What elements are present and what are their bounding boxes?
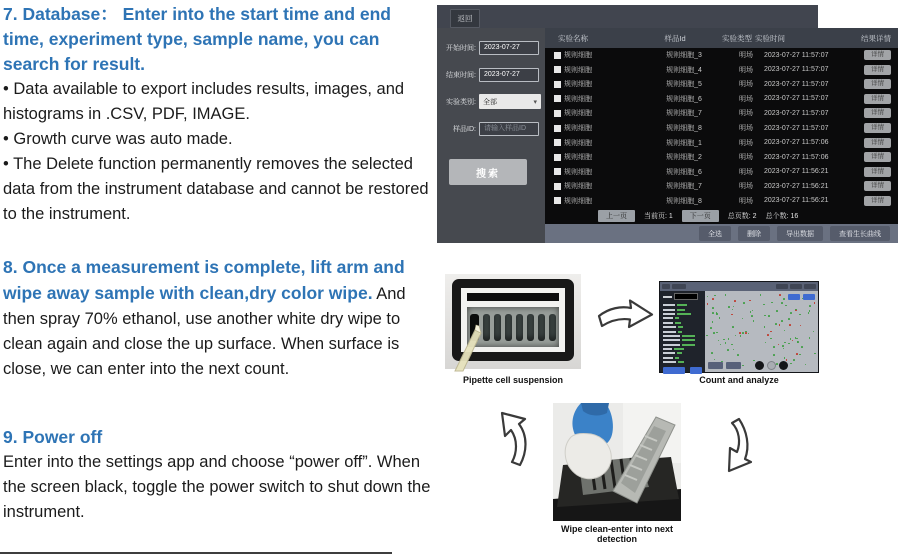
topbar-button[interactable]	[662, 284, 670, 289]
topbar-button[interactable]	[672, 284, 686, 289]
section-8-heading: 8. Once a measurement is complete, lift arm and wipe away sample with clean,dry color wipe.	[3, 257, 405, 303]
cell-result-detail	[864, 123, 898, 133]
cell-dot	[809, 310, 811, 312]
section-7-bullet-1: • Data available to export includes results, images, and histograms in .CSV, PDF, IMAGE.	[3, 80, 405, 123]
experiment-type-select[interactable]: 全部 ▾	[479, 94, 541, 109]
count-topbar	[660, 282, 818, 291]
cell-experiment-time: 2023-07-27 11:57:07	[764, 109, 829, 117]
sample-id-input[interactable]	[479, 122, 539, 136]
cell-experiment-type: 明场	[739, 139, 753, 147]
table-row	[545, 77, 898, 92]
cell-dot	[767, 334, 769, 336]
row-checkbox[interactable]	[554, 66, 561, 73]
cell-dot	[752, 310, 754, 312]
table-row	[545, 135, 898, 150]
cell-dot	[801, 346, 803, 348]
cell-dot	[784, 342, 786, 344]
cell-result-detail	[864, 94, 898, 104]
header-experiment-time: 实验时间	[755, 33, 785, 43]
channel-indicator-dots	[755, 361, 788, 370]
cell-result-detail	[864, 181, 898, 191]
row-checkbox[interactable]	[554, 52, 561, 59]
cell-experiment-type: 明场	[739, 52, 753, 60]
cell-dot	[779, 324, 781, 326]
section-9-body: Enter into the settings app and choose “power off”. When the screen black, toggle the power switch to shut down the instrument.	[3, 453, 431, 521]
pipette-tip	[445, 274, 581, 369]
experiment-type-label: 实验类别:	[446, 98, 476, 106]
cell-experiment-name: 规则细胞	[564, 66, 592, 74]
cell-dot	[728, 306, 730, 308]
chevron-down-icon: ▾	[533, 98, 537, 106]
end-time-input[interactable]	[479, 68, 539, 82]
topbar-button[interactable]	[776, 284, 788, 289]
actions-bar	[545, 224, 898, 243]
cell-dot	[743, 302, 745, 304]
stat-row	[663, 360, 702, 364]
cell-dot	[707, 303, 709, 305]
cell-dot	[796, 353, 798, 355]
cell-dot	[773, 354, 775, 356]
detail-button[interactable]: 详情	[864, 167, 891, 177]
row-checkbox[interactable]	[554, 154, 561, 161]
cell-dot	[727, 349, 729, 351]
cell-result-detail	[864, 138, 898, 148]
cell-experiment-type: 明场	[739, 66, 753, 74]
cell-sample-id: 规则细胞_4	[666, 66, 702, 74]
detail-button[interactable]: 详情	[864, 79, 891, 89]
cell-dot	[750, 311, 752, 313]
cell-experiment-name: 规则细胞	[564, 154, 592, 162]
cell-dot	[789, 324, 791, 326]
cell-experiment-time: 2023-07-27 11:56:21	[764, 197, 829, 205]
cell-sample-id: 规则细胞_8	[666, 197, 702, 205]
cell-dot	[733, 349, 735, 351]
cell-dot	[781, 320, 783, 322]
cell-dot	[814, 302, 816, 304]
count-caption: Count and analyze	[699, 375, 779, 385]
cell-experiment-time: 2023-07-27 11:57:07	[764, 95, 829, 103]
cell-dot	[775, 323, 777, 325]
flow-arrow-right	[597, 297, 655, 343]
cell-dot	[793, 359, 795, 361]
cell-dot	[725, 342, 727, 344]
cell-dot	[753, 320, 755, 322]
cell-experiment-time: 2023-07-27 11:56:21	[764, 182, 829, 190]
count-screenshot	[659, 281, 819, 373]
cell-dot	[725, 294, 727, 296]
detail-button[interactable]: 详情	[864, 65, 891, 75]
section-7-bullet-2: • Growth curve was auto made.	[3, 130, 233, 148]
cell-dot	[720, 344, 722, 346]
total-count-label: 总个数: 16	[765, 213, 799, 220]
cell-sample-id: 规则细胞_6	[666, 95, 702, 103]
cell-dot	[739, 332, 741, 334]
cell-dot	[731, 344, 733, 346]
cell-result-detail	[864, 50, 898, 60]
cell-dot	[760, 294, 762, 296]
cell-dot	[792, 340, 794, 342]
table-header-row	[545, 28, 898, 48]
cell-dot	[711, 352, 713, 354]
manual-text-column	[3, 2, 435, 525]
cell-result-detail	[864, 79, 898, 89]
cell-experiment-name: 规则细胞	[564, 183, 592, 191]
cell-dot	[773, 346, 775, 348]
cell-experiment-time: 2023-07-27 11:57:06	[764, 153, 829, 161]
cell-dot	[783, 298, 785, 300]
cell-experiment-time: 2023-07-27 11:57:07	[764, 66, 829, 74]
cell-dot	[809, 337, 811, 339]
cell-result-detail	[864, 152, 898, 162]
back-button[interactable]: 返回	[450, 9, 480, 28]
cell-dot	[734, 300, 736, 302]
table-row	[545, 92, 898, 107]
wipe-caption: Wipe clean-enter into next detection	[561, 524, 673, 544]
cell-dot	[790, 312, 792, 314]
header-experiment-name: 实验名称	[558, 33, 588, 43]
cell-dot	[764, 315, 766, 317]
cell-dot	[788, 318, 790, 320]
cell-dot	[763, 304, 765, 306]
cell-dot	[813, 331, 815, 333]
zoom-in-button[interactable]	[788, 294, 800, 300]
cell-experiment-type: 明场	[739, 81, 753, 89]
cell-dot	[805, 364, 807, 366]
cell-dot	[765, 342, 767, 344]
table-row	[545, 150, 898, 165]
cell-dot	[735, 335, 737, 337]
table-row	[545, 63, 898, 78]
cell-sample-id: 规则细胞_7	[666, 183, 702, 191]
cell-sample-id: 规则细胞_8	[666, 125, 702, 132]
section-8-paragraph	[3, 255, 435, 382]
detail-button[interactable]: 详情	[864, 138, 891, 148]
detail-button[interactable]: 详情	[864, 50, 891, 60]
flow-arrow-up-left	[487, 410, 531, 468]
row-checkbox[interactable]	[554, 110, 561, 117]
row-checkbox[interactable]	[554, 183, 561, 190]
cell-dot	[764, 326, 766, 328]
cell-dot	[742, 318, 744, 320]
cell-dot	[712, 321, 714, 323]
cell-experiment-name: 规则细胞	[564, 197, 592, 205]
cell-dot	[799, 354, 801, 356]
cell-experiment-name: 规则细胞	[564, 139, 592, 147]
cell-dot	[737, 354, 739, 356]
select-all-button[interactable]: 全选	[699, 226, 731, 241]
cell-dot	[770, 331, 772, 333]
cell-experiment-name: 规则细胞	[564, 168, 592, 176]
start-time-label: 开始时间:	[446, 44, 476, 52]
cell-dot	[707, 296, 709, 298]
section-7-bullet-3: • The Delete function permanently removes the selected data from the instrument database and cannot be restored to the instrument.	[3, 155, 429, 223]
wipe-photo	[553, 403, 681, 521]
cell-dot	[718, 340, 720, 342]
db-filter-panel	[437, 28, 545, 243]
stats-rows	[663, 303, 702, 364]
cell-dot	[712, 307, 714, 309]
cell-dot	[785, 305, 787, 307]
cell-experiment-name: 规则细胞	[564, 110, 592, 118]
export-data-button[interactable]: 导出数据	[777, 226, 823, 241]
cell-dot	[797, 341, 799, 343]
row-checkbox[interactable]	[554, 81, 561, 88]
row-checkbox[interactable]	[554, 139, 561, 146]
cell-dot	[712, 298, 714, 300]
delete-button[interactable]: 删除	[738, 226, 770, 241]
cell-dot	[808, 312, 810, 314]
zoom-out-button[interactable]	[803, 294, 815, 300]
cell-sample-id: 规则细胞_1	[666, 139, 702, 147]
cell-dot	[778, 344, 780, 346]
table-row	[545, 164, 898, 179]
cell-dot	[732, 309, 734, 311]
cell-dot	[800, 325, 802, 327]
flow-arrow-down-left	[712, 416, 754, 474]
cell-sample-id: 规则细胞_5	[666, 81, 702, 89]
cell-experiment-name: 规则细胞	[564, 125, 592, 132]
table-row	[545, 121, 898, 136]
cell-dot	[788, 343, 790, 345]
search-button[interactable]: 搜索	[449, 159, 527, 185]
next-page-button[interactable]: 下一页	[682, 210, 719, 222]
sample-id-label: 样品ID:	[453, 125, 476, 133]
cell-dot	[714, 295, 716, 297]
cell-experiment-type: 明场	[739, 95, 753, 103]
cell-dot	[742, 332, 744, 334]
cell-experiment-name: 规则细胞	[564, 95, 592, 103]
cell-experiment-time: 2023-07-27 11:57:07	[764, 51, 829, 59]
cell-result-detail	[864, 108, 898, 118]
cell-dot	[814, 353, 816, 355]
db-table-rows	[545, 48, 898, 208]
topbar-button[interactable]	[790, 284, 802, 289]
cell-dot	[740, 335, 742, 337]
detail-button[interactable]: 详情	[864, 94, 891, 104]
cell-result-detail	[864, 65, 898, 75]
image-toggle-button[interactable]	[708, 362, 723, 369]
channel-dot[interactable]	[755, 361, 764, 370]
section-7-heading: 7. Database： Enter into the start time and end time, experiment type, sample name, you can search for result.	[3, 4, 391, 74]
sidebar-action-button[interactable]	[663, 367, 685, 374]
cell-experiment-type: 明场	[739, 183, 753, 191]
cell-result-detail	[864, 167, 898, 177]
cell-experiment-name: 规则细胞	[564, 52, 592, 60]
cell-dot	[716, 313, 718, 315]
count-stats-sidebar	[660, 291, 705, 372]
cell-dot	[783, 348, 785, 350]
start-time-input[interactable]	[479, 41, 539, 55]
row-checkbox[interactable]	[554, 197, 561, 204]
pipette-caption: Pipette cell suspension	[462, 375, 564, 385]
cell-dot	[776, 310, 778, 312]
row-checkbox[interactable]	[554, 168, 561, 175]
cell-result-detail	[864, 196, 898, 206]
table-row	[545, 193, 898, 208]
cell-dot	[710, 327, 712, 329]
cell-dot	[719, 317, 721, 319]
cell-dot	[712, 312, 714, 314]
cell-dot	[714, 359, 716, 361]
detail-button[interactable]: 详情	[864, 196, 891, 206]
row-checkbox[interactable]	[554, 95, 561, 102]
prev-page-button[interactable]: 上一页	[598, 210, 635, 222]
cell-dot	[782, 345, 784, 347]
cell-dot	[706, 335, 708, 337]
current-page-label: 当前页: 1	[644, 213, 673, 220]
cell-experiment-type: 明场	[739, 168, 753, 176]
image-toggle-button[interactable]	[726, 362, 741, 369]
cell-dot	[716, 332, 718, 334]
count-image-area	[705, 291, 818, 372]
page-bottom-rule	[0, 552, 392, 554]
topbar-button[interactable]	[804, 284, 816, 289]
cell-dot	[742, 365, 744, 367]
header-sample-id: 样品Id	[664, 33, 686, 43]
header-experiment-type: 实验类型	[722, 33, 752, 43]
cell-dot	[723, 339, 725, 341]
cell-dot	[799, 314, 801, 316]
cell-dot	[790, 363, 792, 365]
table-row	[545, 179, 898, 194]
row-checkbox[interactable]	[554, 125, 561, 132]
cell-dot	[784, 357, 786, 359]
cell-dot	[768, 315, 770, 317]
detail-button[interactable]: 详情	[864, 108, 891, 118]
detail-button[interactable]: 详情	[864, 123, 891, 133]
cell-experiment-time: 2023-07-27 11:57:07	[764, 124, 829, 132]
db-topbar	[437, 5, 818, 28]
cell-dot	[745, 331, 747, 333]
channel-dot[interactable]	[767, 361, 776, 370]
cell-dot	[781, 302, 783, 304]
pagination-bar	[545, 208, 898, 224]
detail-button[interactable]: 详情	[864, 152, 891, 162]
growth-curve-button[interactable]: 查看生长曲线	[830, 226, 890, 241]
end-time-label: 结束时间:	[446, 71, 476, 79]
cell-dot	[732, 326, 734, 328]
cell-dot	[796, 338, 798, 340]
section-8-body: And then spray 70% ethanol, use another white dry wipe to clean again and close the up surface. When surface is close, we can enter into the next count.	[3, 285, 406, 378]
channel-dot[interactable]	[779, 361, 788, 370]
cell-experiment-type: 明场	[739, 110, 753, 118]
sidebar-action-button[interactable]	[690, 367, 702, 374]
cell-dot	[745, 332, 747, 334]
pipette-photo	[445, 274, 581, 369]
cell-sample-id: 规则细胞_3	[666, 52, 702, 60]
database-screenshot	[437, 5, 891, 243]
cell-dot	[713, 332, 715, 334]
table-row	[545, 106, 898, 121]
header-result-detail: 结果详情	[861, 33, 891, 43]
cell-dot	[749, 300, 751, 302]
cell-dot	[784, 330, 786, 332]
cell-sample-id: 规则细胞_2	[666, 154, 702, 162]
db-results-table	[545, 28, 898, 243]
cell-dot	[731, 314, 733, 316]
detail-button[interactable]: 详情	[864, 181, 891, 191]
cell-experiment-type: 明场	[739, 154, 753, 162]
cell-dot	[779, 294, 781, 296]
cell-experiment-name: 规则细胞	[564, 81, 592, 89]
cell-dot	[733, 306, 735, 308]
cell-experiment-time: 2023-07-27 11:57:06	[764, 139, 829, 147]
table-row	[545, 48, 898, 63]
cell-experiment-time: 2023-07-27 11:56:21	[764, 168, 829, 176]
cell-dot	[770, 338, 772, 340]
cell-dot	[751, 315, 753, 317]
cell-experiment-type: 明场	[739, 125, 753, 132]
cell-dot	[748, 333, 750, 335]
section-9-heading: 9. Power off	[3, 427, 103, 447]
cell-dot	[728, 338, 730, 340]
total-pages-label: 总页数: 2	[727, 213, 757, 220]
cell-dot	[809, 305, 811, 307]
cell-dot	[771, 302, 773, 304]
cell-type-dropdown[interactable]	[663, 293, 702, 300]
cell-sample-id: 规则细胞_7	[666, 110, 702, 118]
cell-experiment-time: 2023-07-27 11:57:07	[764, 80, 829, 88]
cell-experiment-type: 明场	[739, 197, 753, 205]
cell-sample-id: 规则细胞_6	[666, 168, 702, 176]
